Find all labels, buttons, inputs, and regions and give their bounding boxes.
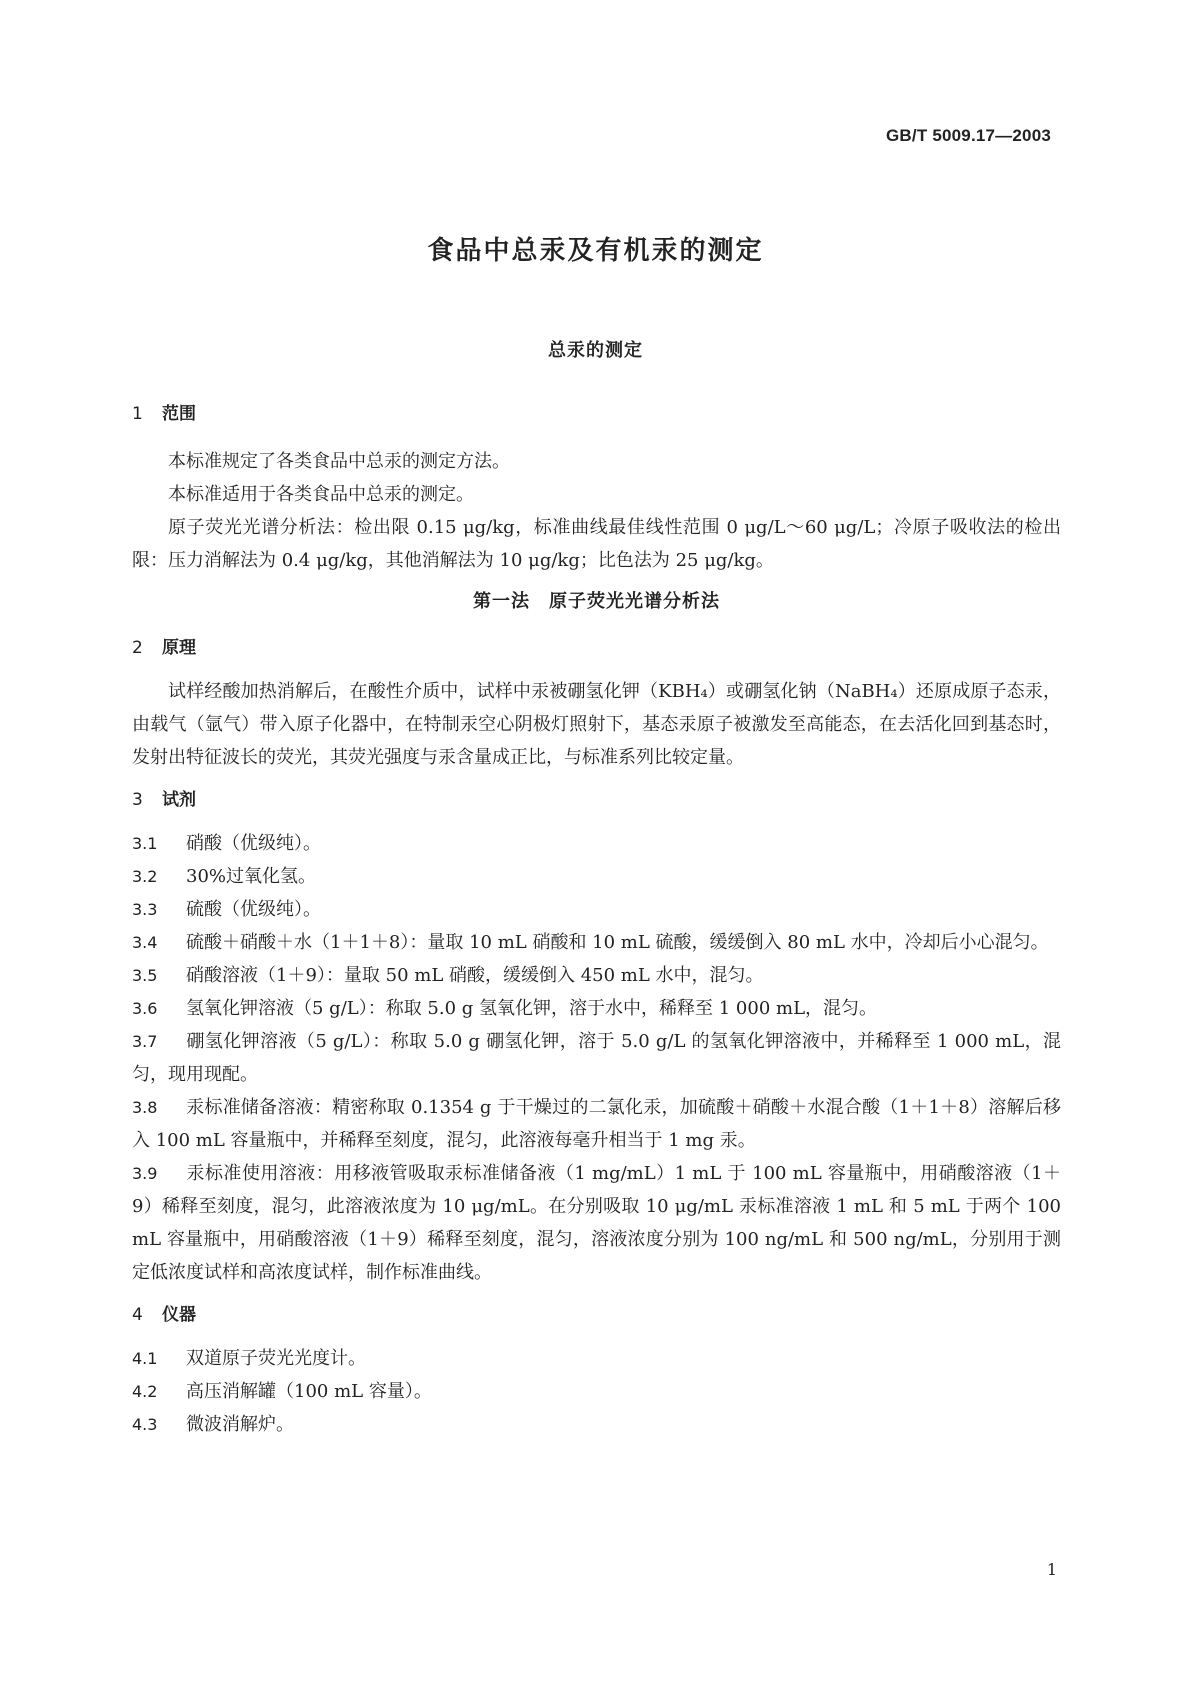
reagent-list <box>132 827 1061 1289</box>
item-number: 3.5 <box>132 966 158 985</box>
list-item <box>132 893 1061 926</box>
document-subtitle: 总汞的测定 <box>548 340 643 361</box>
item-text: 汞标准储备溶液：精密称取 0.1354 g 于干燥过的二氯化汞，加硫酸＋硝酸＋水混合酸（1＋1＋8）溶解后移入 100 mL 容量瓶中，并稀释至刻度，混匀，此溶液每毫升相当于 1 mg 汞。 <box>132 1097 1061 1151</box>
item-text: 氢氧化钾溶液（5 g/L）：称取 5.0 g 氢氧化钾，溶于水中，稀释至 1 000 mL，混匀。 <box>186 998 878 1019</box>
item-text: 硝酸溶液（1＋9）：量取 50 mL 硝酸，缓缓倒入 450 mL 水中，混匀。 <box>186 965 764 986</box>
list-item <box>132 1408 1061 1441</box>
list-item <box>132 860 1061 893</box>
item-text: 30%过氧化氢。 <box>186 866 317 887</box>
section-title: 试剂 <box>162 790 196 810</box>
section-number: 2 <box>132 638 143 658</box>
document-title: 食品中总汞及有机汞的测定 <box>427 236 764 266</box>
list-item <box>132 926 1061 959</box>
item-number: 4.3 <box>132 1415 158 1434</box>
item-number: 3.3 <box>132 900 158 919</box>
list-item <box>132 992 1061 1025</box>
list-item <box>132 1091 1061 1157</box>
section-title: 范围 <box>162 404 196 424</box>
list-item <box>132 959 1061 992</box>
section-title: 仪器 <box>162 1305 196 1325</box>
paragraph: 原子荧光光谱分析法：检出限 0.15 μg/kg，标准曲线最佳线性范围 0 μg/L～60 μg/L；冷原子吸收法的检出限：压力消解法为 0.4 μg/kg，其他消解法为 10 μg/kg；比色法为 25 μg/kg。 <box>132 517 1061 571</box>
list-item <box>132 827 1061 860</box>
item-number: 4.2 <box>132 1382 158 1401</box>
item-text: 硝酸（优级纯）。 <box>186 833 321 854</box>
item-text: 硼氢化钾溶液（5 g/L）：称取 5.0 g 硼氢化钾，溶于 5.0 g/L 的氢氧化钾溶液中，并稀释至 1 000 mL，混匀，现用现配。 <box>132 1031 1061 1085</box>
item-text: 汞标准使用溶液：用移液管吸取汞标准储备液（1 mg/mL）1 mL 于 100 mL 容量瓶中，用硝酸溶液（1＋9）稀释至刻度，混匀，此溶液浓度为 10 μg/mL。在分别吸取 10 μg/mL 汞标准溶液 1 mL 和 5 mL 于两个 100 mL 容量瓶中，用硝酸溶液（1＋9）稀释至刻度，混匀，溶液浓度分别为 100 ng/mL 和 500 ng/mL，分别用于测定低浓度试样和高浓度试样，制作标准曲线。 <box>132 1163 1061 1283</box>
section-number: 1 <box>132 404 143 424</box>
section-number: 3 <box>132 790 143 810</box>
item-number: 3.8 <box>132 1098 158 1117</box>
paragraph: 本标准规定了各类食品中总汞的测定方法。 <box>168 451 510 472</box>
paragraph: 试样经酸加热消解后，在酸性介质中，试样中汞被硼氢化钾（KBH₄）或硼氢化钠（NaBH₄）还原成原子态汞，由载气（氩气）带入原子化器中，在特制汞空心阴极灯照射下，基态汞原子被激发至高能态，在去活化回到基态时，发射出特征波长的荧光，其荧光强度与汞含量成正比，与标准系列比较定量。 <box>132 681 1061 768</box>
item-number: 3.9 <box>132 1164 158 1183</box>
list-item <box>132 1342 1061 1375</box>
item-number: 3.2 <box>132 867 158 886</box>
list-item <box>132 1157 1061 1289</box>
list-item <box>132 1025 1061 1091</box>
item-number: 3.1 <box>132 834 158 853</box>
section-number: 4 <box>132 1305 143 1325</box>
item-text: 双道原子荧光光度计。 <box>186 1348 366 1369</box>
item-number: 4.1 <box>132 1349 158 1368</box>
instrument-list <box>132 1342 1061 1441</box>
item-number: 3.4 <box>132 933 158 952</box>
item-number: 3.6 <box>132 999 158 1018</box>
standard-number: GB/T 5009.17—2003 <box>886 126 1051 145</box>
paragraph: 本标准适用于各类食品中总汞的测定。 <box>168 484 474 505</box>
document-body <box>132 398 1061 1441</box>
item-text: 高压消解罐（100 mL 容量）。 <box>186 1381 432 1402</box>
item-text: 微波消解炉。 <box>186 1414 294 1435</box>
section-heading-instruments <box>132 1299 1061 1332</box>
item-text: 硫酸＋硝酸＋水（1＋1＋8）：量取 10 mL 硝酸和 10 mL 硫酸，缓缓倒入 80 mL 水中，冷却后小心混匀。 <box>186 932 1049 953</box>
method-heading: 第一法 原子荧光光谱分析法 <box>473 591 720 612</box>
list-item <box>132 1375 1061 1408</box>
section-heading-scope <box>132 398 1061 431</box>
section-heading-reagents <box>132 784 1061 817</box>
item-text: 硫酸（优级纯）。 <box>186 899 321 920</box>
section-heading-principle <box>132 632 1061 665</box>
section-title: 原理 <box>162 638 196 658</box>
item-number: 3.7 <box>132 1032 158 1051</box>
page-number: 1 <box>1046 1560 1057 1579</box>
